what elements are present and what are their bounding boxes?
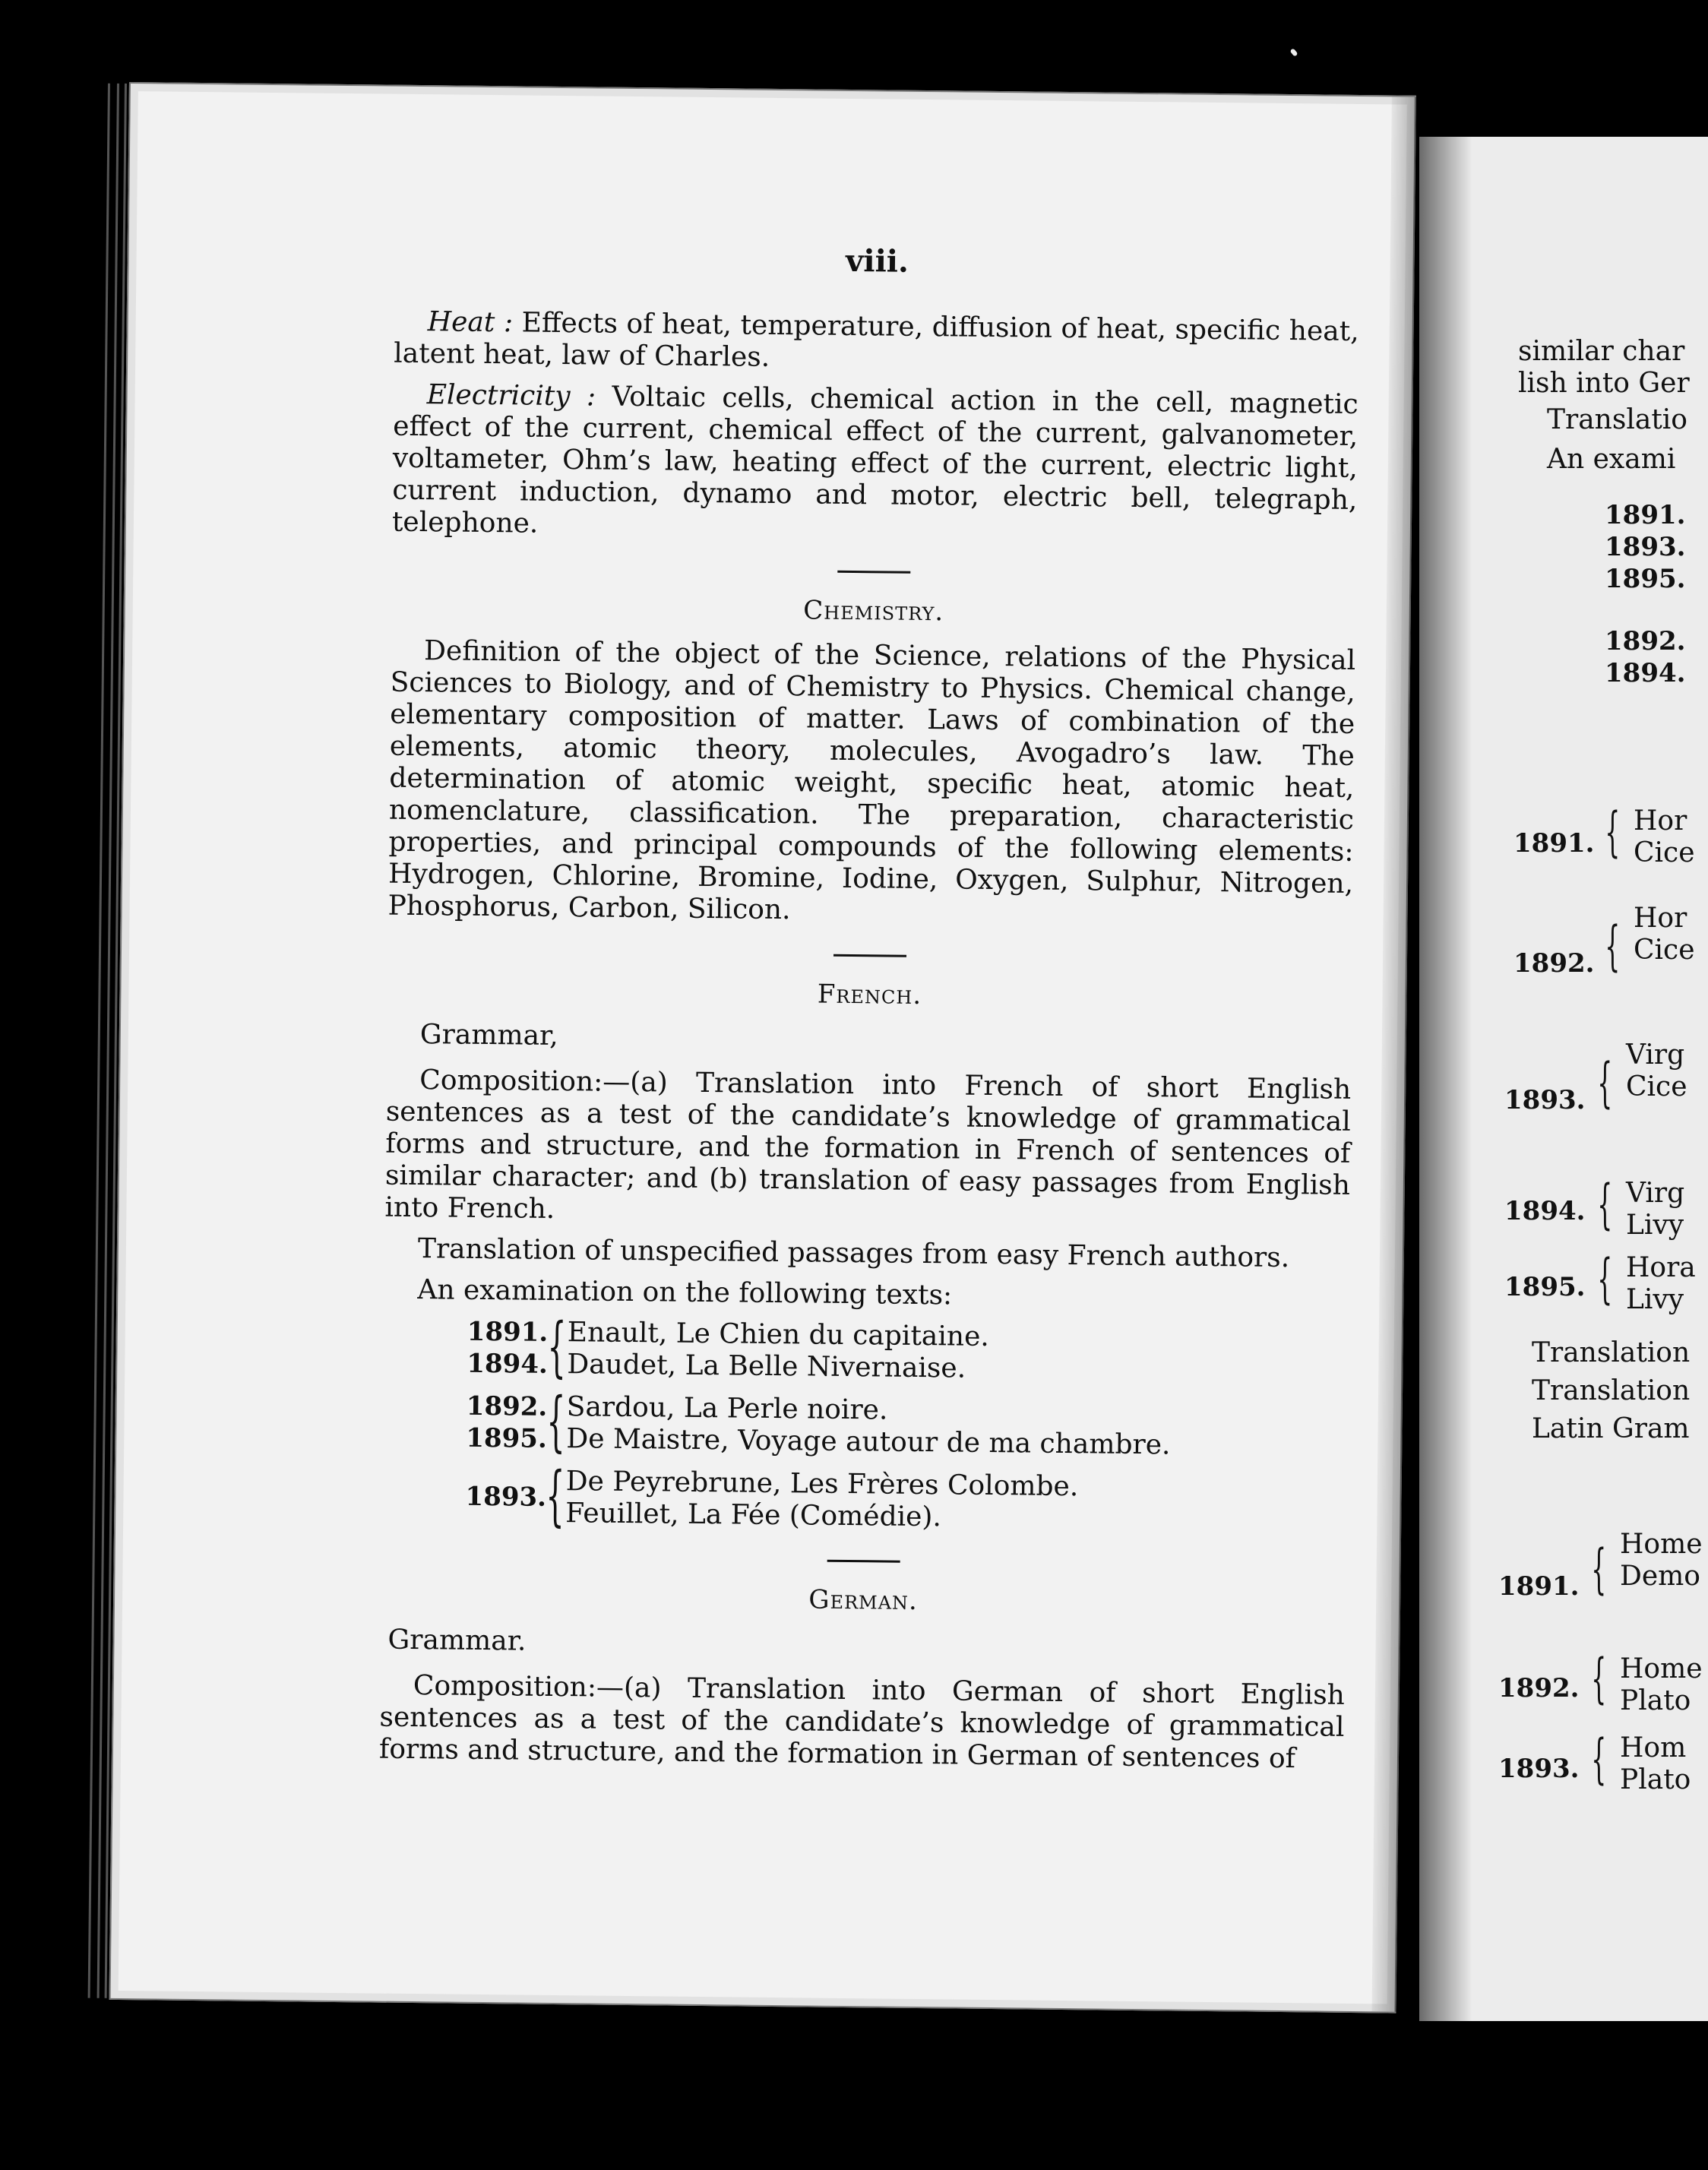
brace-glyph: { bbox=[1591, 1538, 1607, 1600]
brace-glyph: { bbox=[1597, 1052, 1613, 1114]
chemistry-heading: Chemistry. bbox=[803, 595, 944, 628]
french-texts-list bbox=[465, 1308, 1349, 1538]
text-year: 1895. bbox=[466, 1422, 548, 1454]
right-page-year: 1893. bbox=[1605, 532, 1686, 562]
brace-glyph: { bbox=[1591, 1728, 1607, 1790]
right-page-year: 1894. bbox=[1605, 658, 1686, 688]
gutter-shadow bbox=[1419, 137, 1472, 2021]
brace-glyph: { bbox=[546, 1308, 567, 1386]
right-page-year: 1895. bbox=[1605, 564, 1686, 594]
right-page-name: Hor bbox=[1634, 805, 1687, 837]
text-title: Enault, Le Chien du capitaine. bbox=[567, 1317, 990, 1352]
chemistry-paragraph: Definition of the object of the Science, relations of the Physical Sciences to Biology, and of Chemistry to Physics. Chemical change, elementary composition of matter. Laws of combination of the elements, atomic theory, molecules, Avogadro’s law. The determination of atomic weight, specific heat, atomic heat, nomenclature, classification. The preparation, characteristic properties, and principal compounds of the following elements: Hydrogen, Chlorine, Bromine, Iodine, Oxygen, Sulphur, Nitrogen, Phosphorus, Carbon, Silicon. bbox=[387, 635, 1356, 926]
right-page-name: Livy bbox=[1626, 1284, 1684, 1315]
brace-glyph: { bbox=[1605, 915, 1621, 977]
right-page-line: similar char bbox=[1518, 336, 1685, 367]
right-page-line: An exami bbox=[1547, 444, 1676, 475]
brace-glyph: { bbox=[1597, 1248, 1613, 1310]
heat-lead: Heat : bbox=[427, 306, 514, 339]
right-page-name: Home bbox=[1620, 1653, 1703, 1684]
french-composition: Composition:—(a) Translation into French of short English sentences as a test of the candidate’s knowledge of grammatical forms and structure, and the formation in French of sentences of similar character; and (b) translation of easy passages from English into French. bbox=[384, 1064, 1352, 1225]
electricity-paragraph bbox=[392, 379, 1358, 549]
text-title: De Maistre, Voyage autour de ma chambre. bbox=[566, 1423, 1171, 1461]
text-year: 1894. bbox=[467, 1348, 549, 1380]
text-group bbox=[465, 1457, 1347, 1538]
section-rule bbox=[837, 571, 910, 574]
right-page-year: 1894. bbox=[1504, 1196, 1586, 1226]
right-page-name: Virg bbox=[1626, 1039, 1685, 1071]
brace-glyph: { bbox=[1605, 801, 1621, 863]
right-page-name: Plato bbox=[1620, 1764, 1691, 1795]
right-page-line: Translation bbox=[1532, 1375, 1691, 1406]
right-page-line: lish into Ger bbox=[1518, 368, 1690, 399]
text-year: 1892. bbox=[466, 1390, 548, 1422]
right-page-name: Hom bbox=[1620, 1732, 1687, 1764]
french-exam-intro: An examination on the following texts: bbox=[417, 1274, 953, 1311]
right-page-name: Cice bbox=[1634, 837, 1695, 868]
right-page-name: Demo bbox=[1620, 1561, 1700, 1592]
right-page-year: 1895. bbox=[1504, 1272, 1586, 1302]
french-grammar: Grammar, bbox=[419, 1019, 558, 1052]
scan-speck bbox=[1289, 48, 1298, 57]
right-page-year: 1891. bbox=[1498, 1571, 1580, 1602]
electricity-text: Voltaic cells, chemical action in the cell, magnetic effect of the current, chemical effect of the current, galvanometer, voltameter, Ohm’s law, heating effect of the current, electric light, current induction, dynamo and motor, electric bell, telegraph, telephone. bbox=[391, 381, 1358, 539]
right-page-name: Hora bbox=[1626, 1252, 1696, 1283]
brace-glyph: { bbox=[545, 1457, 565, 1535]
text-title: Feuillet, La Fée (Comédie). bbox=[565, 1498, 942, 1533]
right-page-name: Home bbox=[1620, 1529, 1703, 1560]
brace-glyph: { bbox=[1597, 1173, 1613, 1235]
french-translation: Translation of unspecified passages from easy French authors. bbox=[417, 1233, 1290, 1274]
heat-paragraph bbox=[394, 306, 1359, 380]
right-page-line: Translatio bbox=[1547, 404, 1687, 435]
right-page-name: Cice bbox=[1634, 935, 1695, 966]
text-group bbox=[467, 1308, 1349, 1389]
electricity-lead: Electricity : bbox=[426, 379, 596, 413]
right-page-line: Translation bbox=[1532, 1337, 1691, 1368]
section-rule bbox=[833, 954, 906, 957]
french-heading: French. bbox=[817, 979, 922, 1011]
right-page-year: 1891. bbox=[1605, 500, 1686, 530]
right-page-year: 1892. bbox=[1513, 948, 1595, 979]
german-grammar: Grammar. bbox=[387, 1624, 527, 1657]
right-page-name: Virg bbox=[1626, 1178, 1685, 1209]
text-title: Daudet, La Belle Nivernaise. bbox=[567, 1349, 966, 1384]
text-group bbox=[466, 1383, 1348, 1463]
right-page-year: 1892. bbox=[1605, 626, 1686, 656]
right-page bbox=[1419, 137, 1708, 2021]
right-page-line: Latin Gram bbox=[1532, 1413, 1690, 1444]
text-year: 1891. bbox=[467, 1316, 549, 1348]
text-year: 1893. bbox=[465, 1481, 547, 1513]
right-page-name: Cice bbox=[1626, 1071, 1687, 1102]
text-title: De Peyrebrune, Les Frères Colombe. bbox=[565, 1466, 1079, 1503]
page-number: viii. bbox=[845, 242, 909, 280]
right-page-year: 1893. bbox=[1498, 1754, 1580, 1784]
brace-glyph: { bbox=[546, 1383, 566, 1460]
right-page-year: 1893. bbox=[1504, 1085, 1586, 1115]
text-title: Sardou, La Perle noire. bbox=[566, 1391, 888, 1426]
right-page-name: Plato bbox=[1620, 1685, 1691, 1716]
right-page-name: Livy bbox=[1626, 1210, 1684, 1241]
section-rule bbox=[827, 1560, 900, 1563]
brace-glyph: { bbox=[1591, 1647, 1607, 1710]
heat-text: Effects of heat, temperature, diffusion of heat, specific heat, latent heat, law of Charles. bbox=[394, 307, 1359, 373]
right-page-year: 1891. bbox=[1513, 828, 1595, 859]
right-page-year: 1892. bbox=[1498, 1673, 1580, 1703]
right-page-name: Hor bbox=[1634, 903, 1687, 934]
left-page bbox=[109, 82, 1416, 2013]
german-composition: Composition:—(a) Translation into German of short English sentences as a test of the candidate’s knowledge of grammatical forms and structure, and the formation in German of sentences of bbox=[378, 1670, 1346, 1775]
german-heading: German. bbox=[808, 1584, 919, 1616]
page-text-block bbox=[379, 239, 1360, 1785]
